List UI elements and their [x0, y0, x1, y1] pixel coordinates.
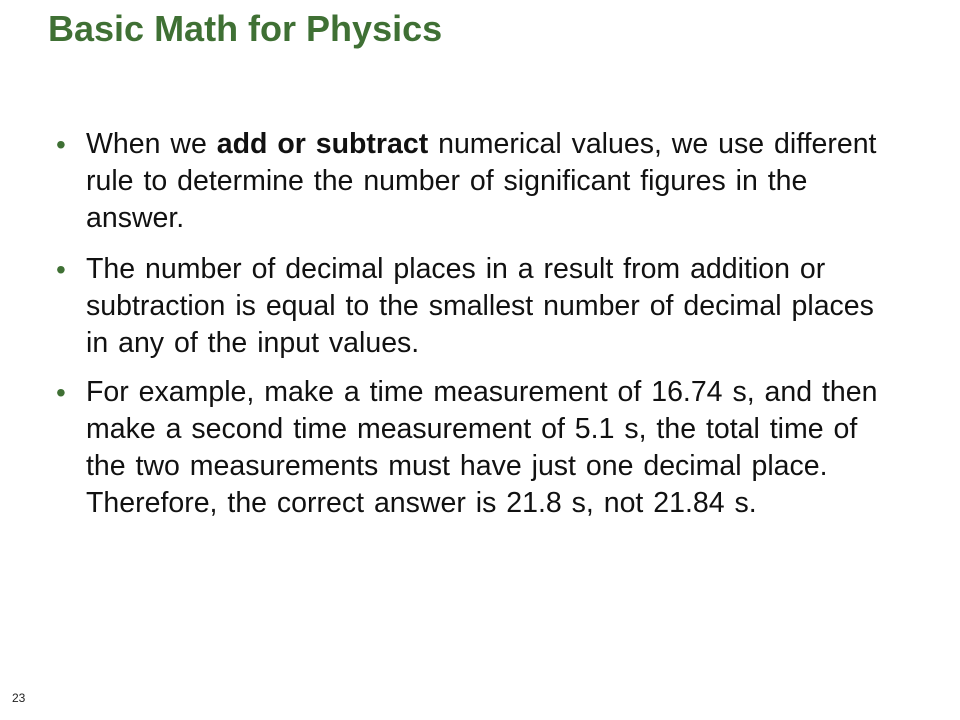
bullet-item-2	[56, 251, 902, 362]
bullet-1-bold-text: add or subtract	[216, 128, 429, 160]
bullet-point-icon: •	[56, 254, 66, 285]
bullet-list	[56, 126, 902, 535]
bullet-1-text-start: When we	[86, 128, 217, 160]
bullet-point-icon: •	[56, 129, 66, 160]
bullet-point-icon: •	[56, 377, 66, 408]
bullet-item-1	[56, 126, 902, 237]
bullet-1-text-end: numerical values, we use different rule to determine the number of significant figures in the answer.	[86, 128, 877, 234]
bullet-3-text: For example, make a time measurement of 16.74 s, and then make a second time measurement of 5.1 s, the total time of the two measurements must have just one decimal place. Therefore, the correct answer is 21.8 s, not 21.84 s.	[86, 376, 878, 519]
bullet-item-3	[56, 374, 902, 522]
page-number: 23	[12, 691, 26, 705]
slide-title: Basic Math for Physics	[48, 8, 443, 49]
bullet-2-text: The number of decimal places in a result from addition or subtraction is equal to the smallest number of decimal places in any of the input values.	[86, 253, 874, 359]
